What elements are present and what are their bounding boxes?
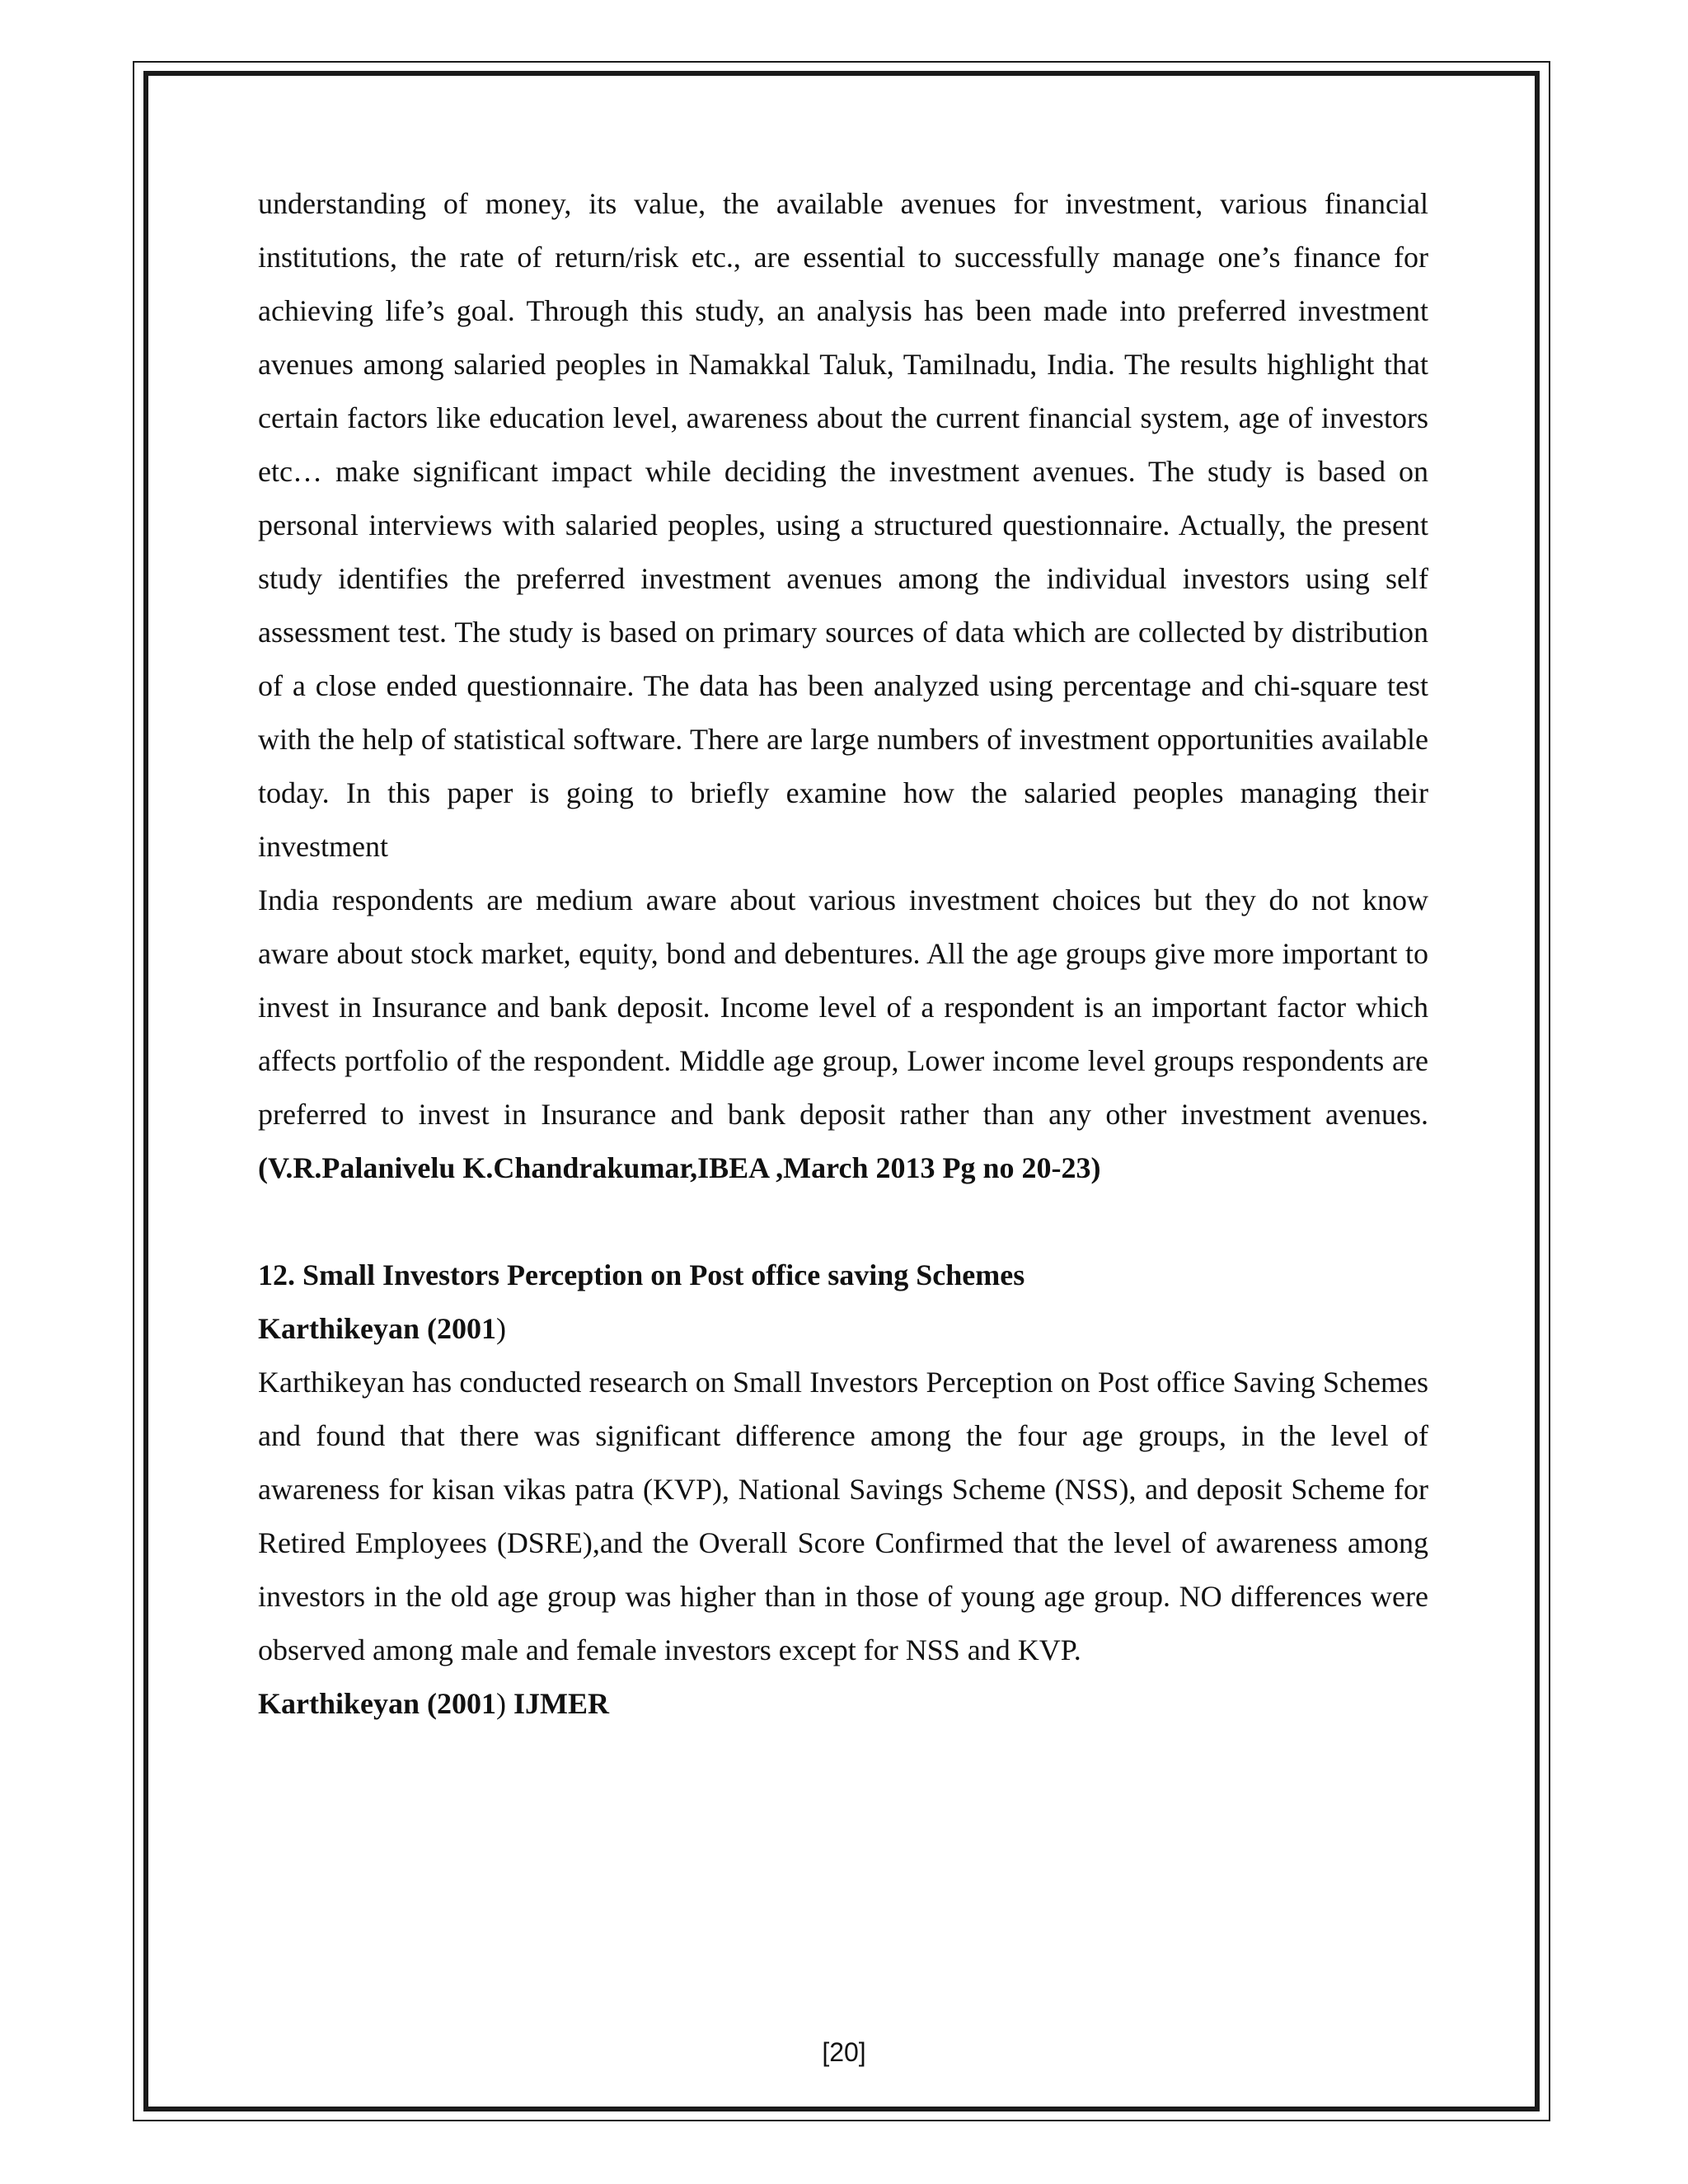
body-paragraph-1-text: understanding of money, its value, the available avenues for investment, various financial institutions, the rate of return/risk etc., are essential to successfully manage one’s finance for achieving life’s goal. Through this study, an analysis has been made into preferred investment avenues among salaried peoples in Namakkal Taluk, Tamilnadu, India. The results highlight that certain factors like education level, awareness about the current financial system, age of investors etc… make significant impact while deciding the investment avenues. The study is based on personal interviews with salaried peoples, using a structured questionnaire. Actually, the present study identifies the preferred investment avenues among the individual investors using self assessment test. The study is based on primary sources of data which are collected by distribution of a close ended questionnaire. The data has been analyzed using percentage and chi-square test with the help of statistical software. There are large numbers of investment opportunities available today. In this paper is going to briefly examine how the salaried peoples managing their investment bbox=[258, 187, 1428, 863]
body-paragraph-2-citation: (V.R.Palanivelu K.Chandrakumar,IBEA ,March 2013 Pg no 20-23) bbox=[258, 1151, 1101, 1184]
section-12-reference-journal: IJMER bbox=[506, 1687, 610, 1720]
section-12-reference-paren: ) bbox=[496, 1687, 507, 1720]
section-12-heading: 12. Small Investors Perception on Post office saving Schemes bbox=[258, 1258, 1025, 1291]
section-12-author-paren: ) bbox=[496, 1312, 507, 1345]
section-12-reference-author: Karthikeyan (2001 bbox=[258, 1687, 497, 1720]
page-content bbox=[258, 177, 1428, 1731]
body-paragraph-1 bbox=[258, 177, 1428, 874]
section-12-paragraph: Karthikeyan has conducted research on Small Investors Perception on Post office Saving Schemes and found that there was significant difference among the four age groups, in the level of awareness for kisan vikas patra (KVP), National Savings Scheme (NSS), and deposit Scheme for Retired Employees (DSRE),and the Overall Score Confirmed that the level of awareness among investors in the old age group was higher than in those of young age group. NO differences were observed among male and female investors except for NSS and KVP. bbox=[258, 1366, 1428, 1666]
page-number: [20] bbox=[822, 2037, 866, 2067]
section-12-reference bbox=[258, 1677, 1428, 1731]
body-paragraph-2 bbox=[258, 874, 1428, 1195]
section-12-author-name: Karthikeyan (2001 bbox=[258, 1312, 497, 1345]
body-paragraph-2-text: India respondents are medium aware about various investment choices but they do not know aware about stock market, equity, bond and debentures. All the age groups give more important to invest in Insurance and bank deposit. Income level of a respondent is an important factor which affects portfolio of the respondent. Middle age group, Lower income level groups respondents are preferred to invest in Insurance and bank deposit rather than any other investment avenues. bbox=[258, 883, 1428, 1131]
section-12-author bbox=[258, 1302, 1428, 1356]
